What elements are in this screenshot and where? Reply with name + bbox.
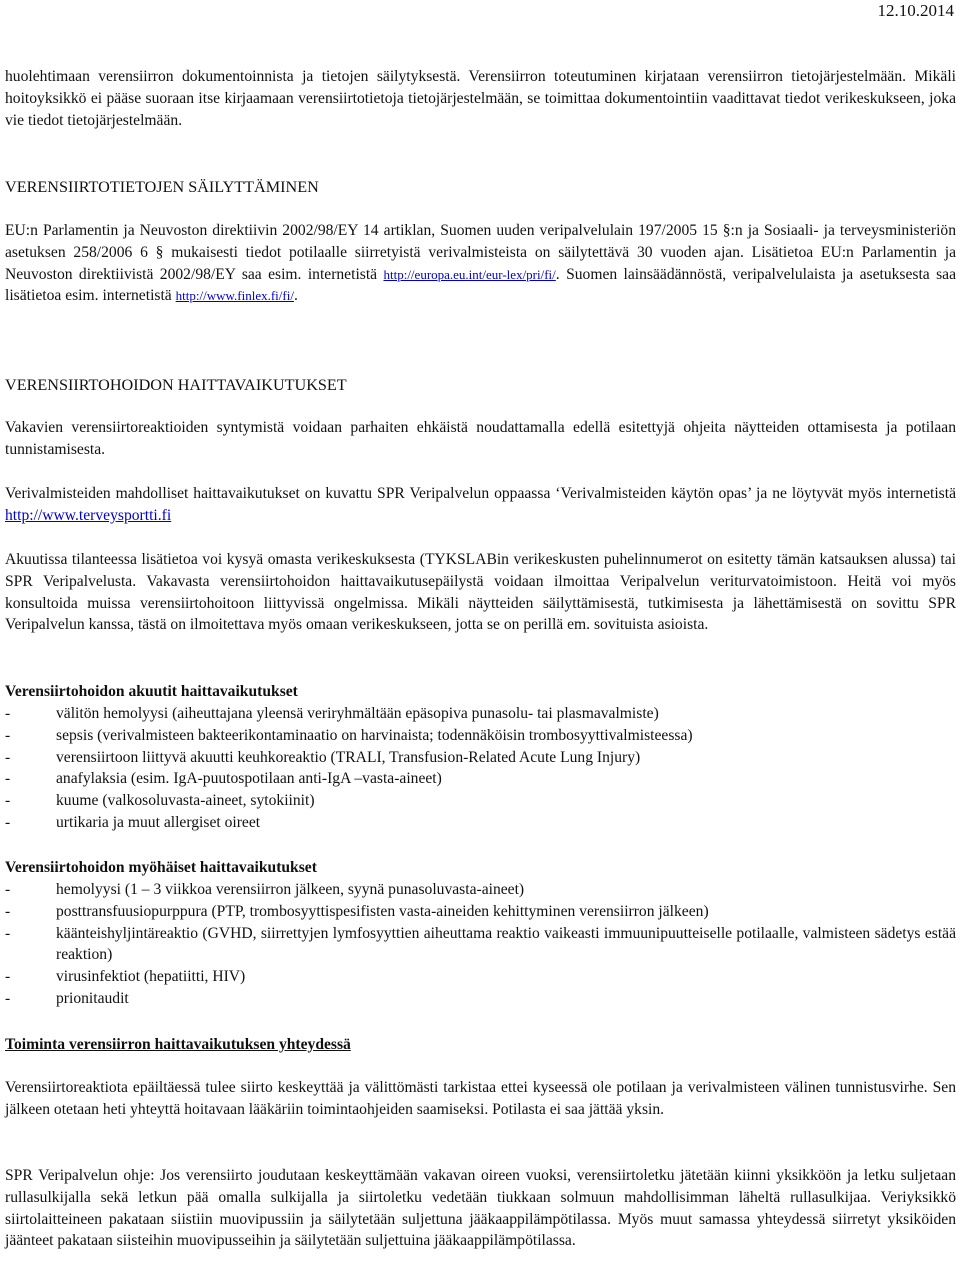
adverse-heading: VERENSIIRTOHOIDON HAITTAVAIKUTUKSET	[5, 376, 347, 394]
dash-marker: -	[5, 748, 11, 766]
storage-text-2: . Suomen lainsäädännöstä, veripalvelulaista ja asetuksesta saa lisätietoa esim. internetistä	[5, 265, 957, 305]
terveysportti-link[interactable]: http://www.terveysportti.fi	[5, 506, 172, 524]
dash-marker: -	[5, 770, 11, 788]
acute-heading: Verensiirtohoidon akuutit haittavaikutukset	[5, 683, 298, 700]
dash-marker: -	[5, 924, 11, 942]
list-item	[5, 790, 956, 812]
adverse-paragraph-2	[5, 483, 956, 527]
page-date: 12.10.2014	[877, 1, 954, 20]
list-item-text: prionitaudit	[56, 989, 129, 1007]
dash-marker: -	[5, 726, 11, 744]
list-item-text: urtikaria ja muut allergiset oireet	[56, 813, 261, 831]
eurlex-link[interactable]: http://europa.eu.int/eur-lex/pri/fi/	[383, 266, 556, 282]
list-item	[5, 747, 956, 769]
storage-heading: VERENSIIRTOTIETOJEN SÄILYTTÄMINEN	[5, 178, 319, 196]
list-item-text: verensiirtoon liittyvä akuutti keuhkoreaktio (TRALI, Transfusion-Related Acute Lung Injury)	[56, 748, 641, 766]
list-item-text: kuume (valkosoluvasta-aineet, sytokiinit)	[56, 792, 315, 810]
action-paragraph-1: Verensiirtoreaktiota epäiltäessä tulee siirto keskeyttää ja välittömästi tarkistaa ettei kyseessä ole potilaan ja verivalmisteen välinen tunnistusvirhe. Sen jälkeen otetaan heti yhteyttä hoitavaan lääkäriin toimintaohjeiden saamiseksi. Potilasta ei saa jättää yksin.	[5, 1079, 956, 1118]
finlex-link[interactable]: http://www.finlex.fi/fi/	[175, 288, 294, 304]
list-item	[5, 923, 956, 967]
adverse-paragraph-3: Akuutissa tilanteessa lisätietoa voi kysyä omasta verikeskuksesta (TYKSLABin verikeskusten puhelinnumerot on esitetty tämän katsauksen alussa) tai SPR Veripalvelusta. Vakavasta verensiirtohoidon haittavaikutusepäilystä voidaan ilmoittaa Veripalvelun veriturvatoimistoon. Heitä voi myös konsultoida muissa verensiirtohoitoon liittyvissä ongelmissa. Mikäli näytteiden säilyttämisestä, tutkimisesta ja lähettämisestä on sovittu SPR Veripalvelun kanssa, tästä on ilmoitettava myös omaan verikeskukseen, jotta se on perillä em. sovituista asioista.	[5, 551, 956, 634]
list-item-text: välitön hemolyysi (aiheuttajana yleensä veriryhmältään epäsopiva punasolu- tai plasmavalmiste)	[56, 705, 659, 722]
dash-marker: -	[5, 902, 11, 920]
list-item	[5, 988, 956, 1010]
adverse-p2-text: Verivalmisteiden mahdolliset haittavaikutukset on kuvattu SPR Veripalvelun oppaassa ‘Verivalmisteiden käytön opas’ ja ne löytyvät myös internetistä	[5, 485, 956, 502]
late-heading: Verensiirtohoidon myöhäiset haittavaikutukset	[5, 859, 317, 876]
dash-marker: -	[5, 705, 11, 722]
list-item-text: sepsis (verivalmisteen bakteerikontaminaatio on harvinaista; todennäköisin trombosyyttivalmisteessa)	[56, 726, 693, 744]
list-item-text: posttransfuusiopurppura (PTP, trombosyyttispesifisten vasta-aineiden kehittyminen verensiirron jälkeen)	[56, 902, 709, 920]
list-item-text: anafylaksia (esim. IgA-puutospotilaan anti-IgA –vasta-aineet)	[56, 770, 442, 788]
action-heading: Toiminta verensiirron haittavaikutuksen yhteydessä	[5, 1036, 351, 1053]
dash-marker: -	[5, 881, 11, 898]
list-item	[5, 768, 956, 790]
storage-paragraph	[5, 220, 956, 307]
late-list	[5, 879, 956, 1010]
adverse-paragraph-1: Vakavien verensiirtoreaktioiden syntymistä voidaan parhaiten ehkäistä noudattamalla edellä esitettyjä ohjeita näytteiden ottamisesta ja potilaan tunnistamisesta.	[5, 419, 956, 458]
storage-text-3: .	[293, 287, 298, 305]
list-item	[5, 725, 956, 747]
list-item	[5, 901, 956, 923]
list-item	[5, 966, 956, 988]
list-item-text: käänteishyljintäreaktio (GVHD, siirrettyjen lymfosyyttien aiheuttama reaktio vaikeasti immuunipuutteiselle potilaalle, valmisteen sädetys estää reaktion)	[56, 924, 956, 964]
intro-paragraph: huolehtimaan verensiirron dokumentoinnista ja tietojen säilytyksestä. Verensiirron toteutuminen kirjataan verensiirron tietojärjestelmään. Mikäli hoitoyksikkö ei pääse suoraan itse kirjaamaan verensiirtotietoja tietojärjestelmään, se toimittaa dokumentointiin vaadittavat tiedot verikeskukseen, joka vie tiedot tietojärjestelmään.	[5, 68, 956, 129]
storage-text-1: EU:n Parlamentin ja Neuvoston direktiivin 2002/98/EY 14 artiklan, Suomen uuden veripalvelulain 197/2005 15 §:n ja Sosiaali- ja terveysministeriön asetuksen 258/2006 6 § mukaisesti tiedot potilaalle siirretyistä verivalmisteista on säilytettävä 30 vuoden ajan. Lisätietoa EU:n Parlamentin ja Neuvoston direktiivistä 2002/98/EY saa esim. internetistä	[5, 222, 956, 283]
dash-marker: -	[5, 968, 11, 986]
dash-marker: -	[5, 813, 11, 831]
list-item	[5, 703, 956, 725]
dash-marker: -	[5, 989, 11, 1007]
dash-marker: -	[5, 792, 11, 810]
list-item-text: hemolyysi (1 – 3 viikkoa verensiirron jälkeen, syynä punasoluvasta-aineet)	[56, 881, 525, 898]
list-item-text: virusinfektiot (hepatiitti, HIV)	[56, 968, 246, 986]
list-item	[5, 879, 956, 901]
list-item	[5, 812, 956, 834]
action-paragraph-2: SPR Veripalvelun ohje: Jos verensiirto joudutaan keskeyttämään vakavan oireen vuoksi, verensiirtoletku jätetään kiinni yksikköön ja letku suljetaan rullasulkijalla sekä letkun pää omalla sulkijalla ja siirtoletku vedetään tiukkaan solmuun mahdollisimman läheltä rullasulkijaa. Veriyksikkö siirtolaitteineen pakataan siistiin muovipussiin ja säilytetään suljettuna jääkaappilämpötilassa. Myös muut samassa yhteydessä siirretyt yksiköiden jäänteet pakataan siisteihin muovipusseihin ja säilytetään suljettuina jääkaappilämpötilassa.	[5, 1167, 956, 1250]
acute-list	[5, 703, 956, 834]
